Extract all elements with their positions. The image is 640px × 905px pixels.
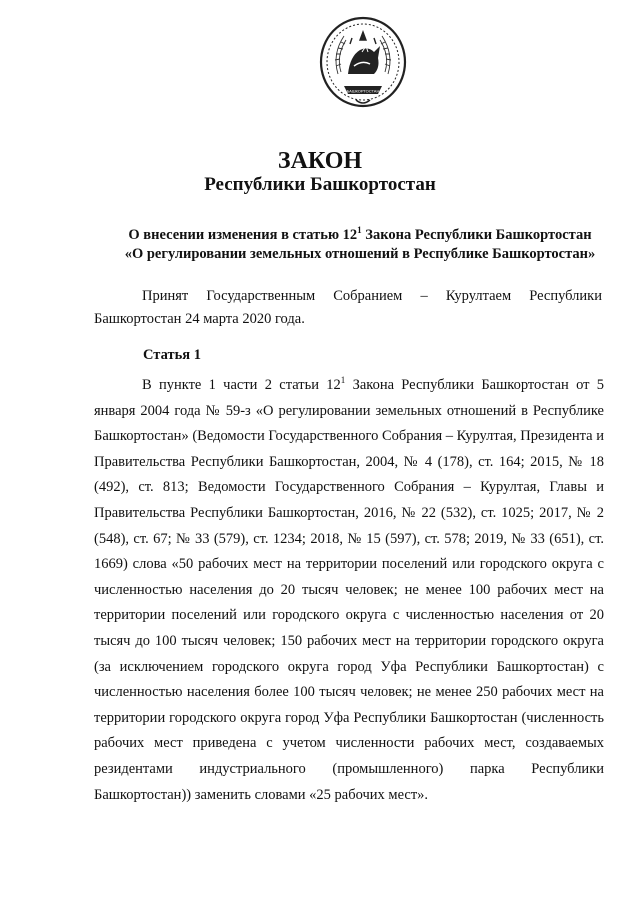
law-title: ЗАКОН xyxy=(277,148,363,174)
subtitle-line-1 xyxy=(0,226,640,245)
article-1-text-start: В пункте 1 части 2 статьи 12 xyxy=(142,377,341,393)
subtitle-superscript: 1 xyxy=(357,225,362,236)
article-1-heading: Статья 1 xyxy=(143,347,201,363)
article-1-body xyxy=(94,373,604,808)
subtitle-line-1-rest: Закона Республики Башкортостан xyxy=(361,227,592,243)
emblem-ribbon-label: БАШКОРТОСТАН xyxy=(346,88,380,94)
coat-of-arms-emblem xyxy=(318,16,408,112)
article-1-text: Закона Республики Башкортостан от 5 января 2004 года № 59-з «О регулировании земельных отношений в Республике Башкортостан» (Ведомости Государственного Собрания – Курултая, Президента и Правительства Республики Башкортостан, 2004, № 4 (178), ст. 164; 2015, № 18 (492), ст. 813; Ведомости Государственного Собрания – Курултая, Главы и Правительства Республики Башкортостан, 2016, № 22 (532), ст. 1025; 2017, № 2 (548), ст. 67; № 33 (579), ст. 1234; 2018, № 15 (597), ст. 578; 2019, № 33 (651), ст. 1669) слова «50 рабочих мест на территории поселений или городского округа с численностью населения до 20 тысяч человек; не менее 100 рабочих мест на территории поселений или городского округа с численностью населения от 20 тысяч до 100 тысяч человек; 150 рабочих мест на территории городского округа (за исключением городского округа город Уфа Республики Башкортостан) с численностью населения более 100 тысяч человек; не менее 250 рабочих мест на территории городского округа город Уфа Республики Башкортостан (численность рабочих мест приведена с учетом численности рабочих мест, создаваемых резидентами индустриального (промышленного) парка Республики Башкортостан)) заменить словами «25 рабочих мест». xyxy=(94,377,605,803)
subtitle-line-2: «О регулировании земельных отношений в Республике Башкортостан» xyxy=(124,246,596,262)
law-title-republic: Республики Башкортостан xyxy=(204,174,436,195)
article-1-superscript: 1 xyxy=(340,375,346,386)
adoption-text: Принят Государственным Собранием – Курултаем Республики Башкортостан 24 марта 2020 года. xyxy=(94,288,602,327)
subtitle-line-1-text: О внесении изменения в статью 12 xyxy=(128,227,358,243)
law-subtitle xyxy=(0,226,640,264)
adoption-note xyxy=(94,285,602,331)
